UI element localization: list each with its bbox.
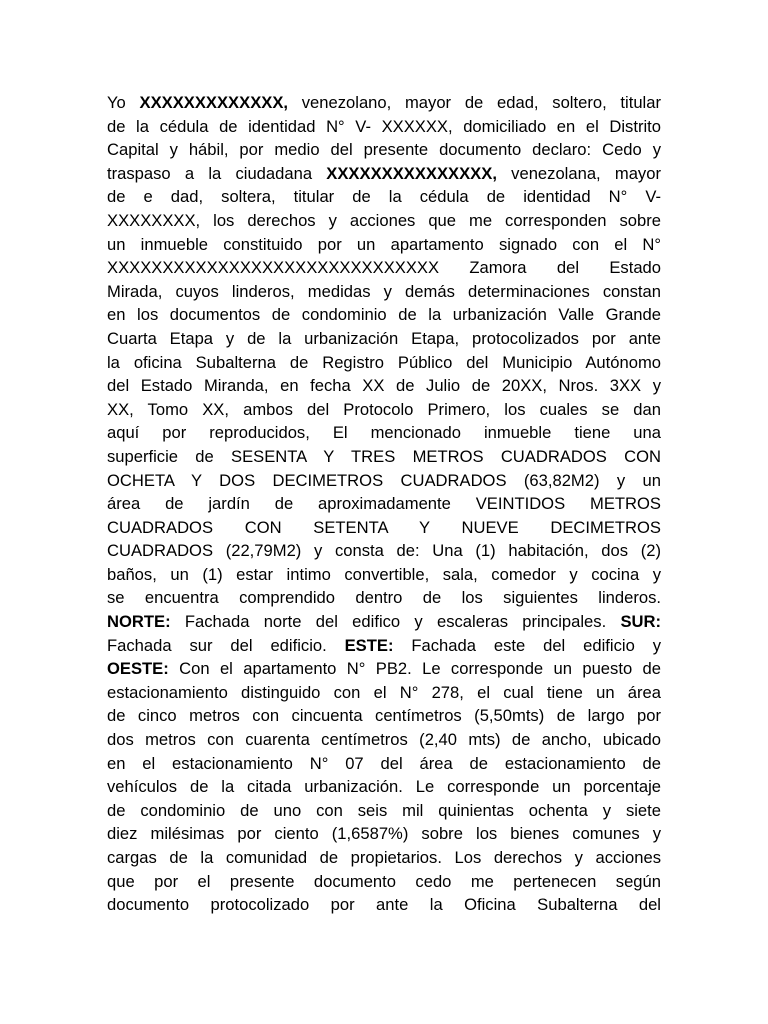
document-line — [107, 681, 661, 705]
bold-text-segment: XXXXXXXXXXXXXXX, — [326, 163, 497, 183]
document-line — [107, 374, 661, 398]
text-segment: diez milésimas por ciento (1,6587%) sobre los bienes comunes y — [107, 824, 661, 844]
document-line — [107, 586, 661, 610]
text-segment: Fachada sur del edificio. — [107, 635, 345, 655]
text-segment: XXXXXXXX, los derechos y acciones que me corresponden sobre — [107, 210, 661, 230]
document-line — [107, 539, 661, 563]
document-line — [107, 469, 661, 493]
bold-text-segment: OESTE: — [107, 659, 169, 679]
document-line — [107, 563, 661, 587]
document-body-text — [107, 91, 661, 917]
document-line — [107, 634, 661, 658]
document-line — [107, 799, 661, 823]
text-segment: XX, Tomo XX, ambos del Protocolo Primero, los cuales se dan — [107, 399, 661, 419]
document-line — [107, 728, 661, 752]
text-segment: superficie de SESENTA Y TRES METROS CUADRADOS CON — [107, 446, 661, 466]
document-line — [107, 445, 661, 469]
text-segment: Capital y hábil, por medio del presente documento declaro: Cedo y — [107, 140, 661, 160]
text-segment: Fachada este del edificio y — [393, 635, 661, 655]
document-line — [107, 893, 661, 917]
document-line — [107, 280, 661, 304]
text-segment: de e dad, soltera, titular de la cédula de identidad N° V- — [107, 187, 661, 207]
text-segment: en los documentos de condominio de la urbanización Valle Grande — [107, 305, 661, 325]
document-line — [107, 233, 661, 257]
document-line — [107, 421, 661, 445]
document-line — [107, 91, 661, 115]
bold-text-segment: XXXXXXXXXXXXX, — [139, 93, 289, 112]
text-segment: traspaso a la ciudadana — [107, 163, 327, 183]
bold-text-segment: SUR: — [620, 612, 661, 632]
bold-text-segment: ESTE: — [344, 635, 394, 655]
document-line — [107, 303, 661, 327]
document-line — [107, 846, 661, 870]
text-segment: estacionamiento distinguido con el N° 278, el cual tiene un área — [107, 682, 661, 702]
document-line — [107, 138, 661, 162]
document-line — [107, 185, 661, 209]
text-segment: venezolano, mayor de edad, soltero, titular — [288, 93, 661, 112]
document-line — [107, 115, 661, 139]
text-segment: de la cédula de identidad N° V- XXXXXX, domiciliado en el Distrito — [107, 116, 661, 136]
document-line — [107, 398, 661, 422]
text-segment: de condominio de uno con seis mil quinientas ochenta y siete — [107, 800, 661, 820]
text-segment: la oficina Subalterna de Registro Público del Municipio Autónomo — [107, 352, 661, 372]
document-line — [107, 752, 661, 776]
document-line — [107, 492, 661, 516]
text-segment: Cuarta Etapa y de la urbanización Etapa, protocolizados por ante — [107, 328, 661, 348]
text-segment: XXXXXXXXXXXXXXXXXXXXXXXXXXXXXX Zamora del Estado — [107, 258, 661, 278]
text-segment: se encuentra comprendido dentro de los siguientes linderos. — [107, 588, 661, 608]
text-segment: baños, un (1) estar intimo convertible, sala, comedor y cocina y — [107, 564, 661, 584]
document-line — [107, 870, 661, 894]
text-segment: en el estacionamiento N° 07 del área de estacionamiento de — [107, 753, 661, 773]
text-segment: un inmueble constituido por un apartamento signado con el N° — [107, 234, 661, 254]
document-line — [107, 610, 661, 634]
text-segment: dos metros con cuarenta centímetros (2,40 mts) de ancho, ubicado — [107, 730, 661, 750]
document-line — [107, 704, 661, 728]
document-line — [107, 775, 661, 799]
text-segment: vehículos de la citada urbanización. Le corresponde un porcentaje — [107, 777, 661, 797]
text-segment: Mirada, cuyos linderos, medidas y demás determinaciones constan — [107, 281, 661, 301]
document-line — [107, 209, 661, 233]
text-segment: CUADRADOS CON SETENTA Y NUEVE DECIMETROS — [107, 517, 661, 537]
text-segment: del Estado Miranda, en fecha XX de Julio de 20XX, Nros. 3XX y — [107, 376, 661, 396]
text-segment: Yo — [107, 93, 140, 112]
bold-text-segment: NORTE: — [107, 612, 171, 632]
document-line — [107, 162, 661, 186]
document-line — [107, 657, 661, 681]
document-line — [107, 351, 661, 375]
text-segment: de cinco metros con cincuenta centímetros (5,50mts) de largo por — [107, 706, 661, 726]
text-segment: Fachada norte del edifico y escaleras principales. — [170, 612, 621, 632]
text-segment: aquí por reproducidos, El mencionado inmueble tiene una — [107, 423, 661, 443]
text-segment: OCHETA Y DOS DECIMETROS CUADRADOS (63,82M2) y un — [107, 470, 661, 490]
text-segment: Con el apartamento N° PB2. Le corresponde un puesto de — [168, 659, 661, 679]
document-line — [107, 516, 661, 540]
text-segment: CUADRADOS (22,79M2) y consta de: Una (1) habitación, dos (2) — [107, 541, 661, 561]
document-line — [107, 256, 661, 280]
text-segment: documento protocolizado por ante la Oficina Subalterna del — [107, 895, 661, 915]
text-segment: cargas de la comunidad de propietarios. Los derechos y acciones — [107, 848, 661, 867]
document-line — [107, 327, 661, 351]
text-segment: que por el presente documento cedo me pertenecen según — [107, 871, 661, 891]
text-segment: venezolana, mayor — [496, 163, 661, 183]
text-segment: área de jardín de aproximadamente VEINTIDOS METROS — [107, 494, 661, 514]
document-line — [107, 822, 661, 846]
